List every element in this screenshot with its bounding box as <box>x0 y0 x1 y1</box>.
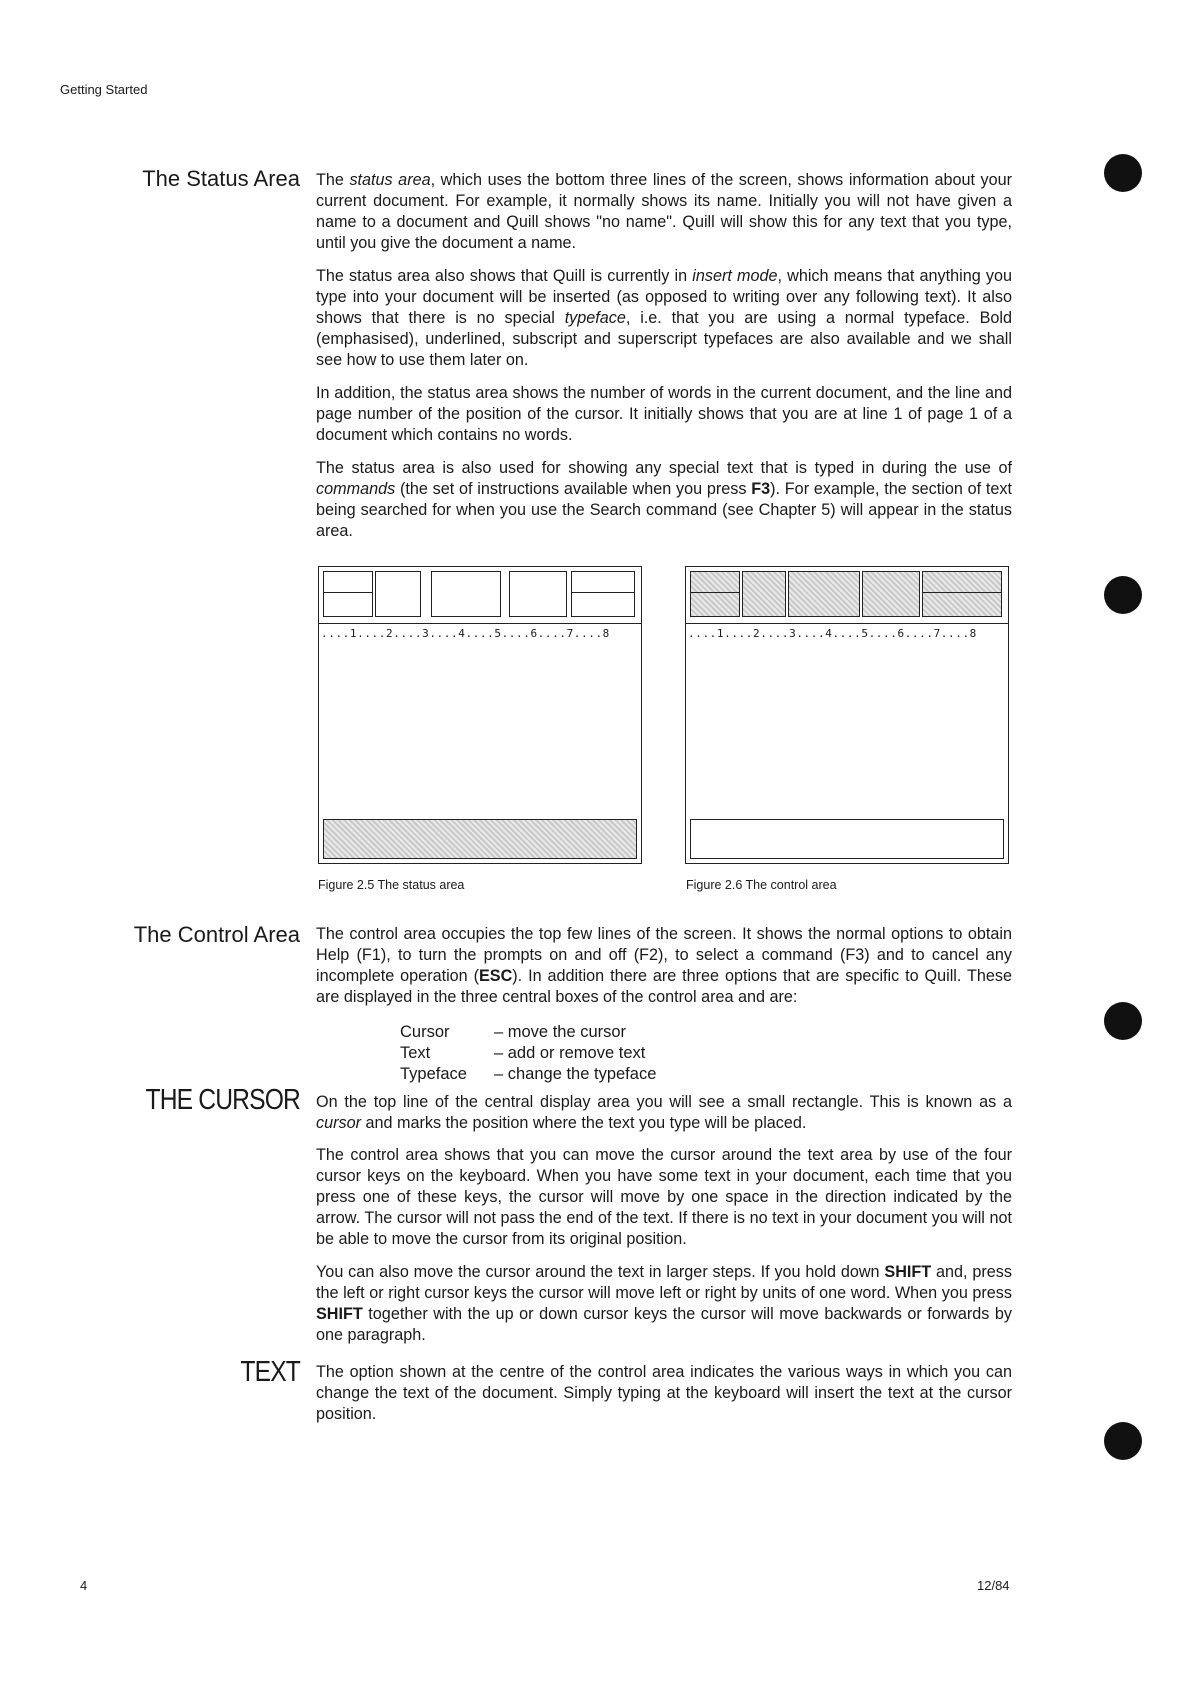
control-box-2 <box>375 571 421 617</box>
figure-status-area <box>318 566 642 864</box>
status-para-3: In addition, the status area shows the number of words in the current document, and the line and page number of the position of the cursor. It initially shows that you are at line 1 of page 1 of a document which contains no words. <box>316 384 1012 444</box>
control-box-2-shaded <box>742 571 786 617</box>
figure-2-6-caption: Figure 2.6 The control area <box>686 878 837 892</box>
control-box-4-shaded <box>862 571 920 617</box>
control-box-left-shaded <box>690 571 740 617</box>
control-para-1: The control area occupies the top few lines of the screen. It shows the normal options to obtain Help (F1), to turn the prompts on and off (F2), to select a command (F3) and to cancel any incomplete operation (ESC). In addition there are three options that are specific to Quill. These are displayed in the three central boxes of the control area and are: <box>316 925 1013 1006</box>
status-strip <box>690 819 1004 859</box>
cursor-para-1: On the top line of the central display area you will see a small rectangle. This is known as a cursor and marks the position where the text you type will be placed. <box>316 1093 1012 1132</box>
control-box-4 <box>509 571 567 617</box>
figure-control-area <box>685 566 1009 864</box>
options-list <box>400 1022 656 1085</box>
control-area-heading: The Control Area <box>133 922 300 947</box>
cursor-para-3: You can also move the cursor around the text in larger steps. If you hold down SHIFT and, press the left or right cursor keys the cursor will move left or right by units of one word. When you press SHIFT together with the up or down cursor keys the cursor will move backwards or forwards by one paragraph. <box>316 1263 1012 1344</box>
cursor-heading: THE CURSOR <box>145 1084 300 1116</box>
page-number: 4 <box>80 1578 88 1593</box>
figure-2-5-caption: Figure 2.5 The status area <box>318 878 465 892</box>
status-para-4: The status area is also used for showing any special text that is typed in during the use of commands (the set of instructions available when you press F3). For example, the section of text being searched for when you use the Search command (see Chapter 5) will appear in the status area. <box>316 459 1012 540</box>
status-area-heading: The Status Area <box>142 166 300 191</box>
control-box-3-shaded <box>788 571 860 617</box>
footer-date: 12/84 <box>977 1578 1010 1593</box>
text-heading: TEXT <box>240 1356 300 1388</box>
control-box-right-shaded <box>922 571 1002 617</box>
status-para-2: The status area also shows that Quill is currently in insert mode, which means that anything you type into your document will be inserted (as opposed to writing over any following text). It also shows that there is no special typeface, i.e. that you are using a normal typeface. Bold (emphasised), underlined, subscript and superscript typefaces are also available and we shall see how to use them later on. <box>316 267 1012 369</box>
running-head: Getting Started <box>60 82 148 97</box>
control-box-left <box>323 571 373 617</box>
control-box-right <box>571 571 635 617</box>
punch-hole-4 <box>1104 1422 1142 1460</box>
option-row: Typeface – change the typeface <box>400 1065 657 1083</box>
text-para-1: The option shown at the centre of the control area indicates the various ways in which you can change the text of the document. Simply typing at the keyboard will insert the text at the cursor position. <box>316 1363 1012 1423</box>
cursor-para-2: The control area shows that you can move the cursor around the text area by use of the four cursor keys on the keyboard. When you have some text in your document, each time that you press one of these keys, the cursor will move by one space in the direction indicated by the arrow. The cursor will not pass the end of the text. If there is no text in your document you will not be able to move the cursor from its original position. <box>316 1146 1012 1248</box>
control-area-strip-highlighted <box>686 567 1008 624</box>
punch-hole-1 <box>1104 154 1142 192</box>
option-row: Text – add or remove text <box>400 1044 646 1062</box>
status-para-1: The status area, which uses the bottom three lines of the screen, shows information about your current document. For example, it normally shows its name. Initially you will not have given a name to a document and Quill shows "no name". Quill will show this for any text that you type, until you give the document a name. <box>316 171 1012 252</box>
ruler-line: ....1....2....3....4....5....6....7....8 <box>688 627 977 640</box>
control-box-3 <box>431 571 501 617</box>
ruler-line: ....1....2....3....4....5....6....7....8 <box>321 627 610 640</box>
option-row: Cursor – move the cursor <box>400 1023 627 1041</box>
status-strip-highlighted <box>323 819 637 859</box>
punch-hole-2 <box>1104 576 1142 614</box>
control-area-strip <box>319 567 641 624</box>
punch-hole-3 <box>1104 1002 1142 1040</box>
